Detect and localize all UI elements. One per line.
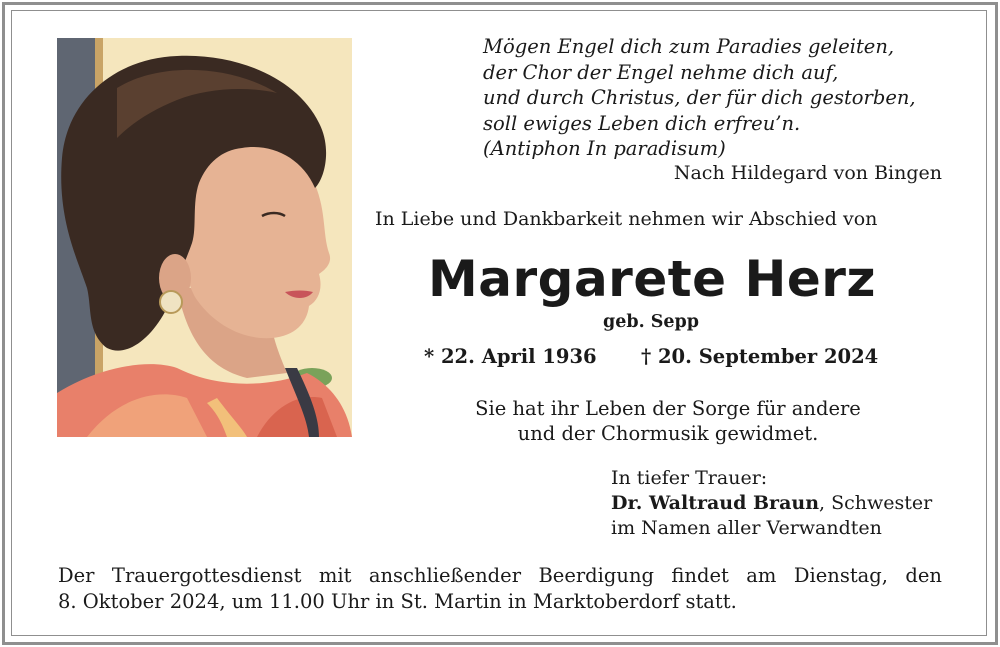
mourner-relation: , Schwester [819,492,933,514]
birth-date: * 22. April 1936 [424,345,597,368]
poem-line: der Chor der Engel nehme dich auf, [483,60,839,84]
mourner-line [611,491,932,516]
mourner-name: Dr. Waltraud Braun [611,492,820,514]
service-announcement [58,563,942,614]
portrait-photo [57,38,352,437]
dedication-line: und der Chormusik gewidmet. [517,422,819,445]
poem-line: Mögen Engel dich zum Paradies geleiten, [483,35,895,58]
dedication-line: Sie hat ihr Leben der Sorge für andere [475,397,861,420]
poem [483,34,953,162]
mourners-block [611,466,932,541]
mourners-heading: In tiefer Trauer: [611,467,768,489]
poem-line: und durch Christus, der für dich gestorben, [483,86,916,109]
poem-source: Nach Hildegard von Bingen [673,162,942,184]
poem-line: soll ewiges Leben dich erfreu’n. [483,111,801,135]
service-line: 8. Oktober 2024, um 11.00 Uhr in St. Martin in Marktoberdorf statt. [58,589,737,613]
service-line: Der Trauergottesdienst mit anschließender Beerdigung findet am Dienstag, den [58,564,942,587]
deceased-name: Margarete Herz [428,250,876,308]
intro-text: In Liebe und Dankbarkeit nehmen wir Abschied von [375,208,878,230]
poem-line: (Antiphon In paradisum) [483,137,726,160]
family-line: im Namen aller Verwandten [611,517,882,539]
dedication [350,396,986,446]
death-date: † 20. September 2024 [641,345,879,368]
birth-name: geb. Sepp [602,312,700,332]
